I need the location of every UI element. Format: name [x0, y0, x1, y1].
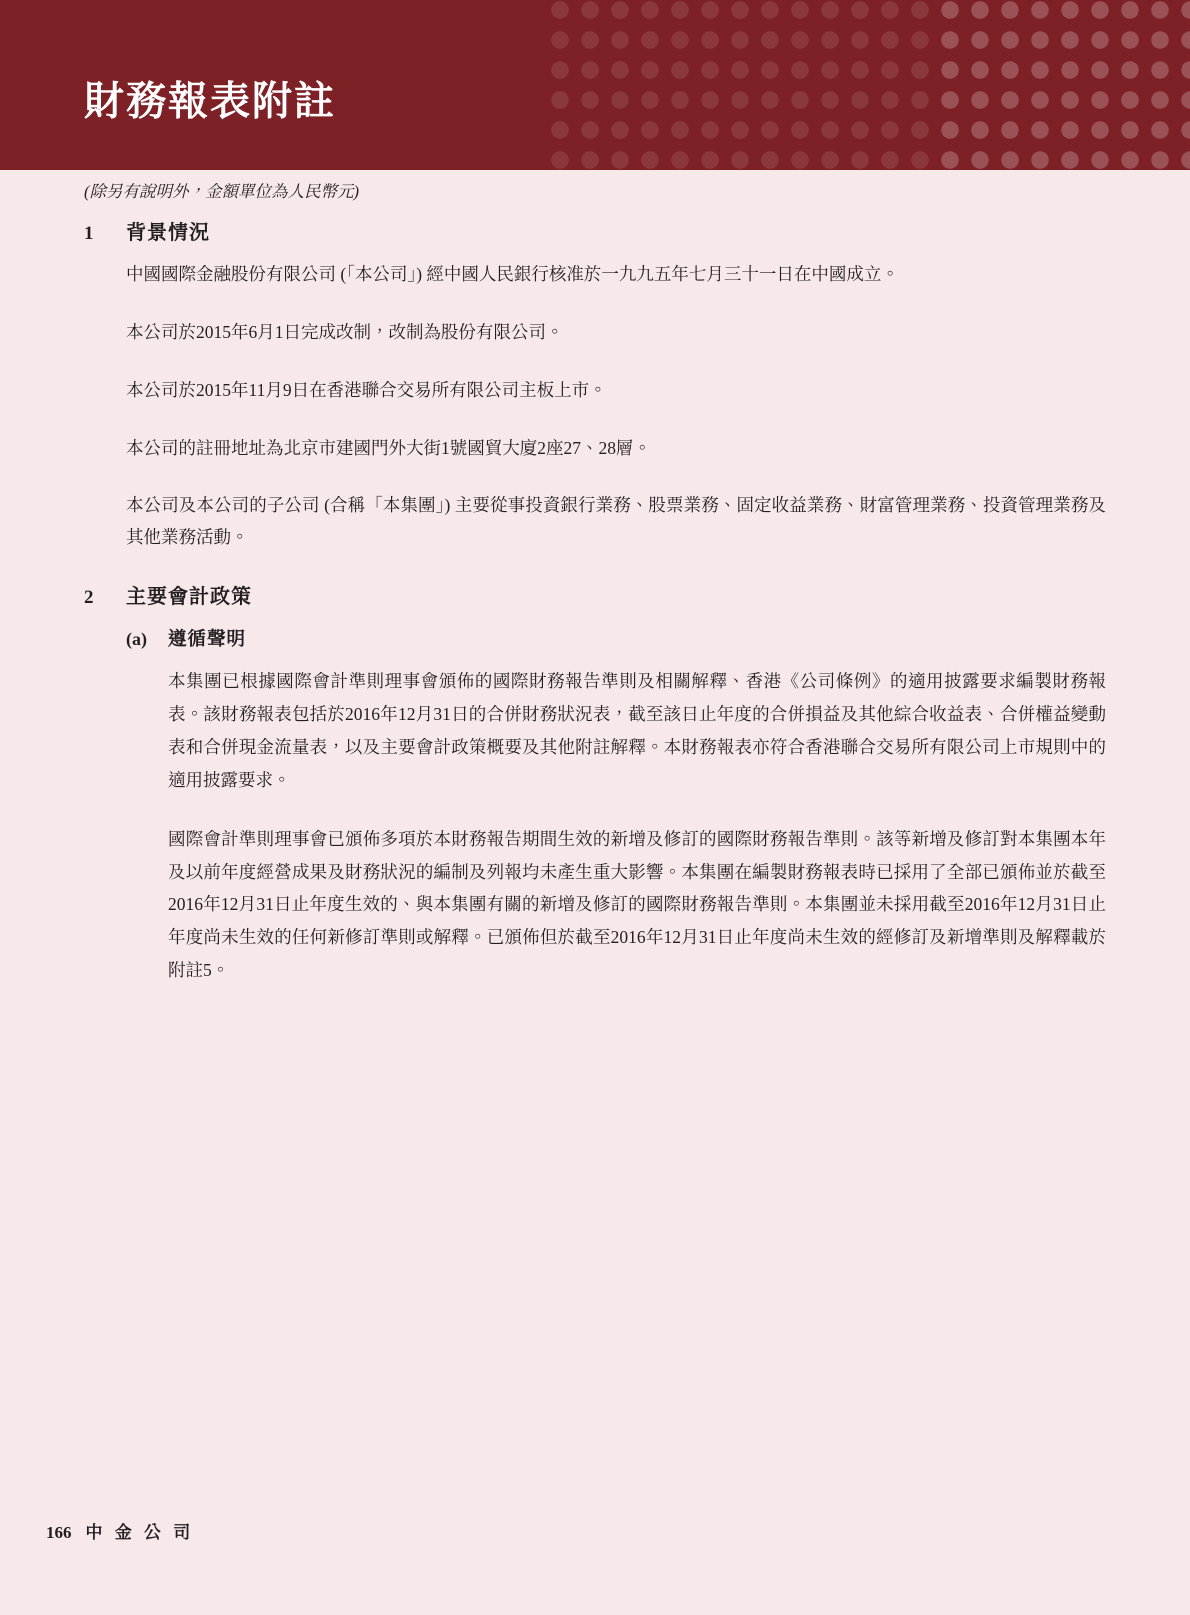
note-2-heading — [84, 580, 1106, 609]
note-1-paragraph-3: 本公司於2015年11月9日在香港聯合交易所有限公司主板上市。 — [126, 379, 607, 400]
header-dot-pattern-overlay — [940, 0, 1190, 170]
note-2-title: 主要會計政策 — [126, 586, 252, 609]
note-1-heading — [84, 216, 1106, 245]
note-section-1 — [84, 216, 1106, 554]
note-2a-paragraph-2: 國際會計準則理事會已頒佈多項於本財務報告期間生效的新增及修訂的國際財務報告準則。該等新增及修訂對本集團本年及以前年度經營成果及財務狀況的編制及列報均未產生重大影響。本集團在編製財務報表時已採用了全部已頒佈並於截至2016年12月31日止年度生效的、與本集團有關的新增及修訂的國際財務報告準則。本集團並未採用截至2016年12月31日止年度尚未生效的任何新修訂準則或解釋。已頒佈但於截至2016年12月31日止年度尚未生效的經修訂及新增準則及解釋載於附註5。 — [168, 828, 1106, 981]
page-content — [0, 170, 1190, 987]
note-1-paragraph-5: 本公司及本公司的子公司 (合稱「本集團」) 主要從事投資銀行業務、股票業務、固定收益業務、財富管理業務、投資管理業務及其他業務活動。 — [126, 495, 1106, 548]
note-2a-title: 遵循聲明 — [168, 630, 247, 651]
note-2a-label: (a) — [126, 629, 147, 650]
document-body — [0, 170, 1190, 987]
page-header-band — [0, 0, 1190, 170]
currency-note: (除另有說明外，金額單位為人民幣元) — [84, 182, 359, 201]
footer-page-number: 166 — [46, 1523, 72, 1542]
note-2-number: 2 — [84, 587, 94, 609]
note-section-2 — [84, 580, 1106, 987]
note-2a-paragraph-1: 本集團已根據國際會計準則理事會頒佈的國際財務報告準則及相關解釋、香港《公司條例》的適用披露要求編製財務報表。該財務報表包括於2016年12月31日的合併財務狀況表，截至該日止年度的合併損益及其他綜合收益表、合併權益變動表和合併現金流量表，以及主要會計政策概要及其他附註解釋。本財務報表亦符合香港聯合交易所有限公司上市規則中的適用披露要求。 — [168, 671, 1106, 790]
note-1-paragraph-1: 中國國際金融股份有限公司 (「本公司」) 經中國人民銀行核准於一九九五年七月三十一日在中國成立。 — [126, 264, 899, 284]
page-title: 財務報表附註 — [84, 78, 336, 124]
note-1-paragraph-2: 本公司於2015年6月1日完成改制，改制為股份有限公司。 — [126, 321, 564, 342]
note-1-paragraph-4: 本公司的註冊地址為北京市建國門外大街1號國貿大廈2座27、28層。 — [126, 437, 651, 458]
page-footer — [46, 1518, 194, 1543]
footer-company-name: 中 金 公 司 — [85, 1523, 195, 1542]
note-1-number: 1 — [84, 223, 94, 244]
note-2a-heading — [126, 625, 1106, 651]
note-1-title: 背景情況 — [126, 222, 210, 244]
